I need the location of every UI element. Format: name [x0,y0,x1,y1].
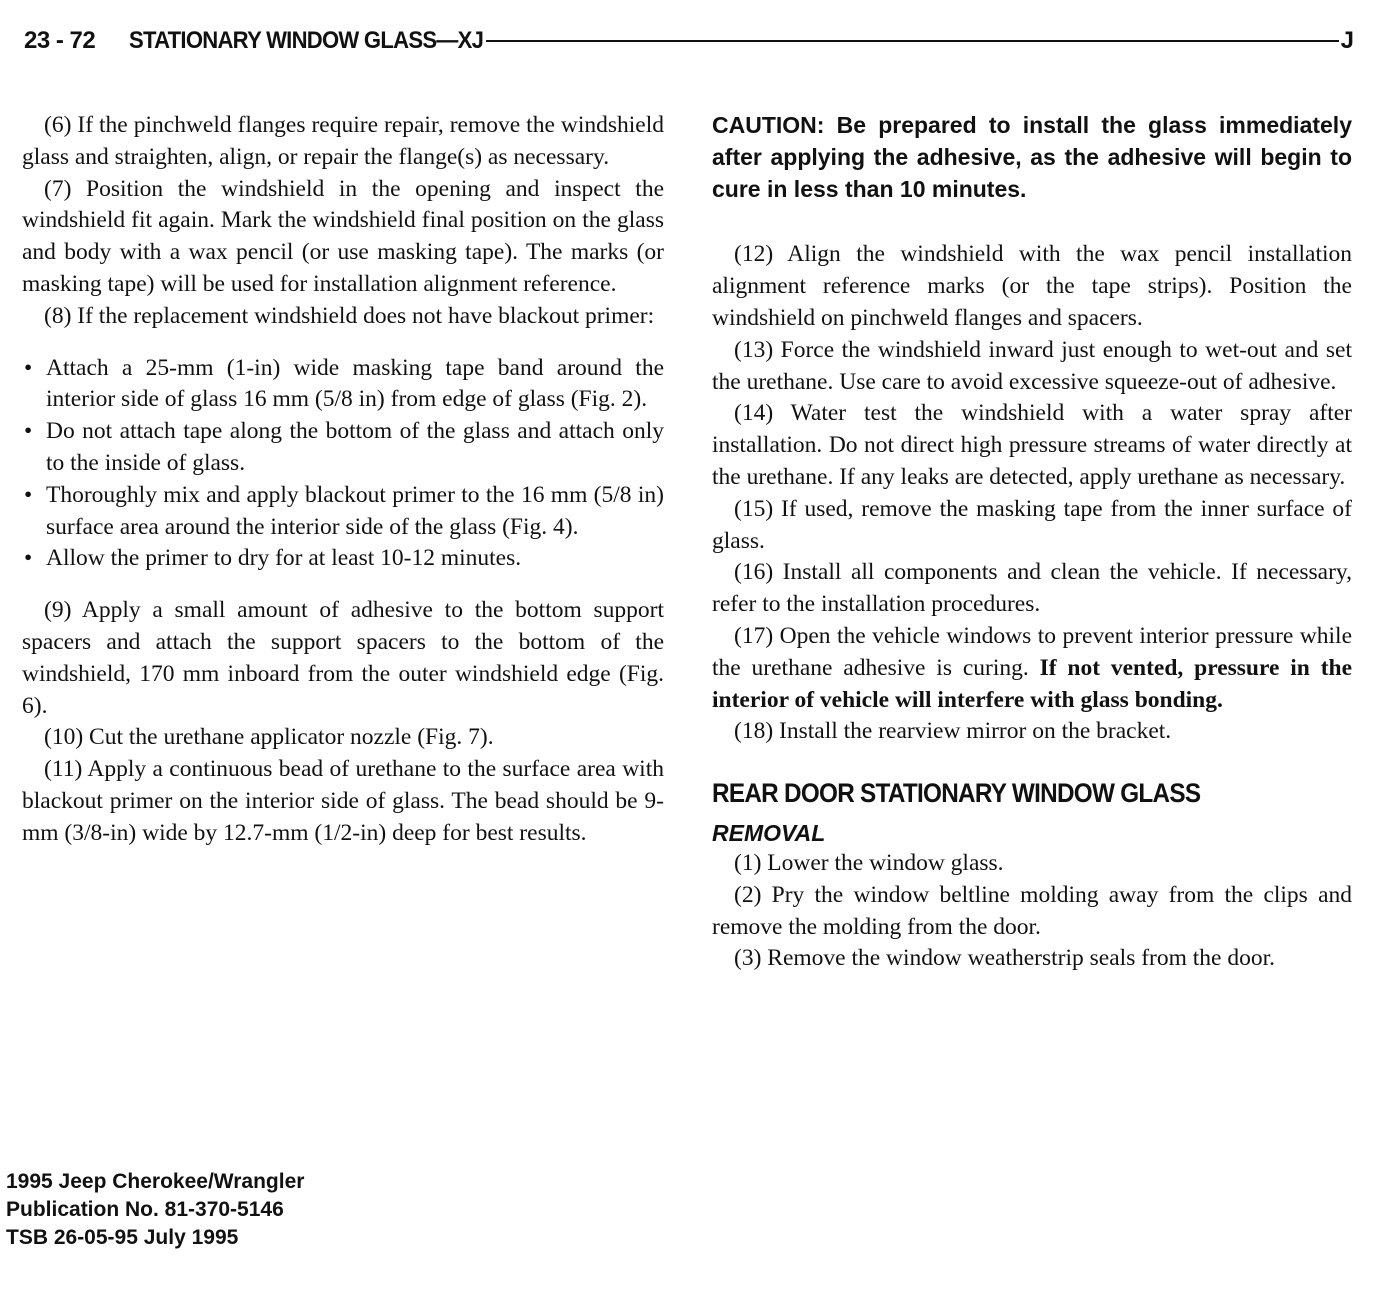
removal-step-3: (3) Remove the window weatherstrip seals from the door. [734,945,1276,972]
bullet-item: • Allow the primer to dry for at least 10-12 minutes. [22,543,664,575]
sub-heading-removal: REMOVAL [712,819,826,846]
step-14: (14) Water test the windshield with a water spray after installation. Do not direct high pressure streams of water directly at the urethane. If any leaks are detected, apply urethane as necessary. [712,400,1352,490]
step-18: (18) Install the rearview mirror on the bracket. [734,718,1172,745]
publication-footer [6,1168,304,1252]
primer-bullet-list [22,353,664,576]
bullet-item: • Thoroughly mix and apply blackout primer to the 16 mm (5/8 in) surface area around the interior side of the glass (Fig. 4). [22,480,664,544]
step-12: (12) Align the windshield with the wax pencil installation alignment reference marks (or the tape strips). Position the windshield on pinchweld flanges and spacers. [712,241,1352,331]
step-11: (11) Apply a continuous bead of urethane to the surface area with blackout primer on the interior side of glass. The bead should be 9-mm (3/8-in) wide by 12.7-mm (1/2-in) deep for best results. [22,756,664,846]
footer-publication: Publication No. 81-370-5146 [6,1198,284,1221]
step-17 [712,621,1352,716]
bullet-item: • Do not attach tape along the bottom of the glass and attach only to the inside of glass. [22,416,664,480]
step-10: (10) Cut the urethane applicator nozzle (Fig. 7). [44,724,494,751]
step-15: (15) If used, remove the masking tape from the inner surface of glass. [712,495,1352,554]
bullet-item: • Attach a 25-mm (1-in) wide masking tape band around the interior side of glass 16 mm (5/8 in) from edge of glass (Fig. 2). [22,353,664,417]
footer-tsb: TSB 26-05-95 July 1995 [6,1226,239,1249]
spacer [22,333,664,353]
section-heading: REAR DOOR STATIONARY WINDOW GLASS [712,778,1201,809]
removal-step-2: (2) Pry the window beltline molding away from the clips and remove the molding from the door. [712,881,1352,940]
section-letter: J [1340,27,1354,54]
spacer [712,225,1352,239]
step-16: (16) Install all components and clean the vehicle. If necessary, refer to the installation procedures. [712,559,1352,618]
header-rule [486,40,1338,42]
step-9: (9) Apply a small amount of adhesive to the bottom support spacers and attach the support spacers to the bottom of the windshield, 170 mm inboard from the outer windshield edge (Fig. 6). [22,597,664,719]
right-column [712,110,1352,975]
page-header [24,24,1354,58]
step-17-text: (17) Open the vehicle windows to prevent interior pressure while the urethane adhesive is curing. [712,622,1352,681]
step-8: (8) If the replacement windshield does not have blackout primer: [44,302,655,329]
caution-note: CAUTION: Be prepared to install the glass immediately after applying the adhesive, as the adhesive will begin to cure in less than 10 minutes. [712,112,1352,202]
removal-step-1: (1) Lower the window glass. [734,849,1004,876]
section-title: STATIONARY WINDOW GLASS—XJ [129,27,484,54]
spacer [22,575,664,595]
step-7: (7) Position the windshield in the opening and inspect the windshield fit again. Mark the windshield final position on the glass and body with a wax pencil (or use masking tape). The marks (or masking tape) will be used for installation alignment reference. [22,175,664,297]
step-6: (6) If the pinchweld flanges require repair, remove the windshield glass and straighten, align, or repair the flange(s) as necessary. [22,112,664,170]
left-column [22,110,664,850]
footer-vehicle: 1995 Jeep Cherokee/Wrangler [6,1170,305,1193]
step-17-warning: If not vented, pressure in the interior of vehicle will interfere with glass bonding. [712,654,1353,713]
page-number: 23 - 72 [24,27,96,54]
step-13: (13) Force the windshield inward just enough to wet-out and set the urethane. Use care to avoid excessive squeeze-out of adhesive. [712,336,1352,395]
spacer [712,205,1352,225]
